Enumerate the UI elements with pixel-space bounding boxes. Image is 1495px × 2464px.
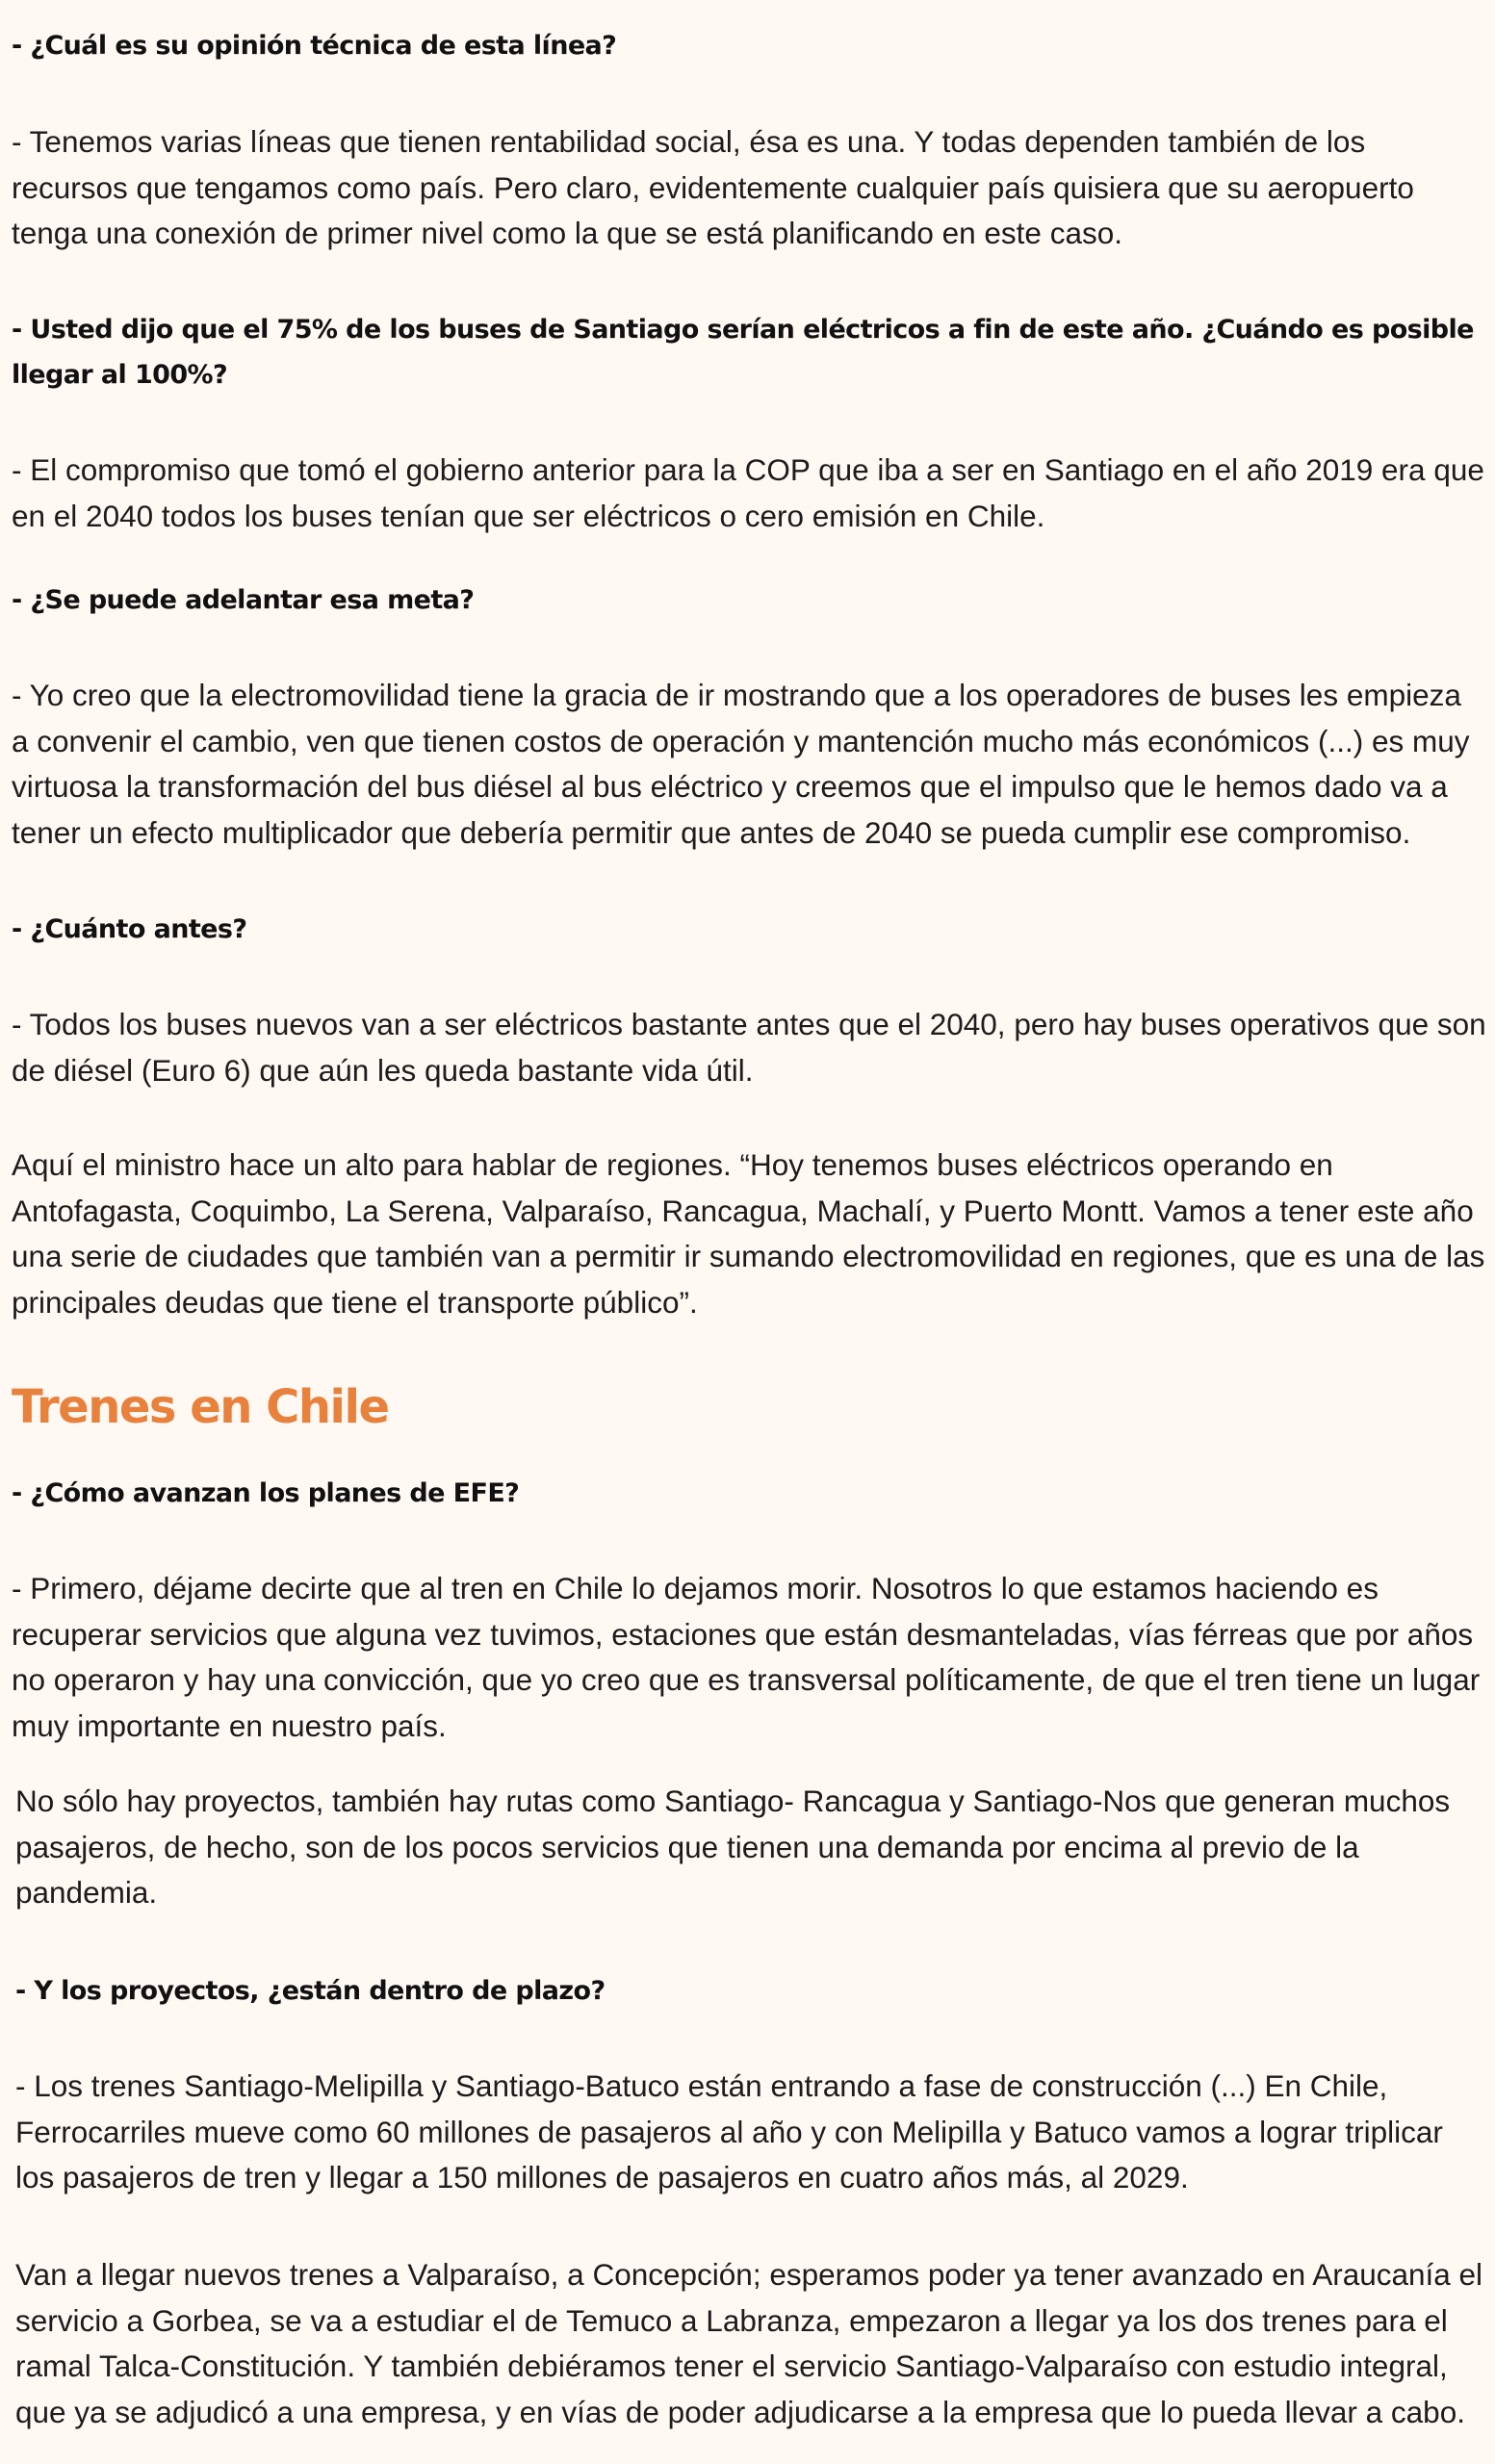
interview-answer: - El compromiso que tomó el gobierno anterior para la COP que iba a ser en Santiago en el año 2019 era que en el 2040 todos los buses tenían que ser eléctricos o cero emisión en Chile. bbox=[12, 452, 1484, 533]
interview-question: - ¿Cómo avanzan los planes de EFE? bbox=[12, 1478, 520, 1508]
narrative-paragraph: Aquí el ministro hace un alto para hablar de regiones. “Hoy tenemos buses eléctricos operando en Antofagasta, Coquimbo, La Serena, Valparaíso, Rancagua, Machalí, y Puerto Montt. Vamos a tener este año una serie de ciudades que también van a permitir ir sumando electromovilidad en regiones, que es una de las principales deudas que tiene el transporte público”. bbox=[12, 1147, 1485, 1320]
interview-answer: - Los trenes Santiago-Melipilla y Santiago-Batuco están entrando a fase de construcción (...) En Chile, Ferrocarriles mueve como 60 millones de pasajeros al año y con Melipilla y Batuco vamos a lograr triplicar los pasajeros de tren y llegar a 150 millones de pasajeros en cuatro años más, al 2029. bbox=[15, 2068, 1443, 2194]
interview-answer: - Primero, déjame decirte que al tren en Chile lo dejamos morir. Nosotros lo que estamos haciendo es recuperar servicios que alguna vez tuvimos, estaciones que están desmanteladas, vías férreas que por años no operaron y hay una convicción, que yo creo que es transversal políticamente, de que el tren tiene un lugar muy importante en nuestro país. bbox=[12, 1571, 1481, 1743]
interview-answer: - Tenemos varias líneas que tienen rentabilidad social, ésa es una. Y todas dependen también de los recursos que tengamos como país. Pero claro, evidentemente cualquier país quisiera que su aeropuerto tenga una conexión de primer nivel como la que se está planificando en este caso. bbox=[12, 124, 1414, 250]
interview-question: - Y los proyectos, ¿están dentro de plazo? bbox=[15, 1976, 606, 2006]
interview-question: - ¿Cuál es su opinión técnica de esta línea? bbox=[12, 31, 617, 61]
interview-question: - ¿Se puede adelantar esa meta? bbox=[12, 585, 475, 615]
section-heading: Trenes en Chile bbox=[12, 1380, 389, 1434]
narrative-paragraph: No sólo hay proyectos, también hay rutas como Santiago- Rancagua y Santiago-Nos que generan muchos pasajeros, de hecho, son de los pocos servicios que tienen una demanda por encima al previo de la pandemia. bbox=[15, 1784, 1451, 1910]
interview-question: - Usted dijo que el 75% de los buses de Santiago serían eléctricos a fin de este año. ¿Cuándo es posible llegar al 100%? bbox=[12, 315, 1474, 390]
interview-question: - ¿Cuánto antes? bbox=[12, 914, 247, 944]
interview-answer: - Yo creo que la electromovilidad tiene la gracia de ir mostrando que a los operadores de buses les empieza a convenir el cambio, ven que tienen costos de operación y mantención mucho más económicos (...) es muy virtuosa la transformación del bus diésel al bus eléctrico y creemos que el impulso que le hemos dado va a tener un efecto multiplicador que debería permitir que antes de 2040 se pueda cumplir ese compromiso. bbox=[12, 678, 1470, 850]
interview-answer: - Todos los buses nuevos van a ser eléctricos bastante antes que el 2040, pero hay buses operativos que son de diésel (Euro 6) que aún les queda bastante vida útil. bbox=[12, 1007, 1486, 1088]
narrative-paragraph: Van a llegar nuevos trenes a Valparaíso, a Concepción; esperamos poder ya tener avanzado en Araucanía el servicio a Gorbea, se va a estudiar el de Temuco a Labranza, empezaron a llegar ya los dos trenes para el ramal Talca-Constitución. Y también debiéramos tener el servicio Santiago-Valparaíso con estudio integral, que ya se adjudicó a una empresa, y en vías de poder adjudicarse a la empresa que lo pueda llevar a cabo. bbox=[15, 2257, 1483, 2429]
